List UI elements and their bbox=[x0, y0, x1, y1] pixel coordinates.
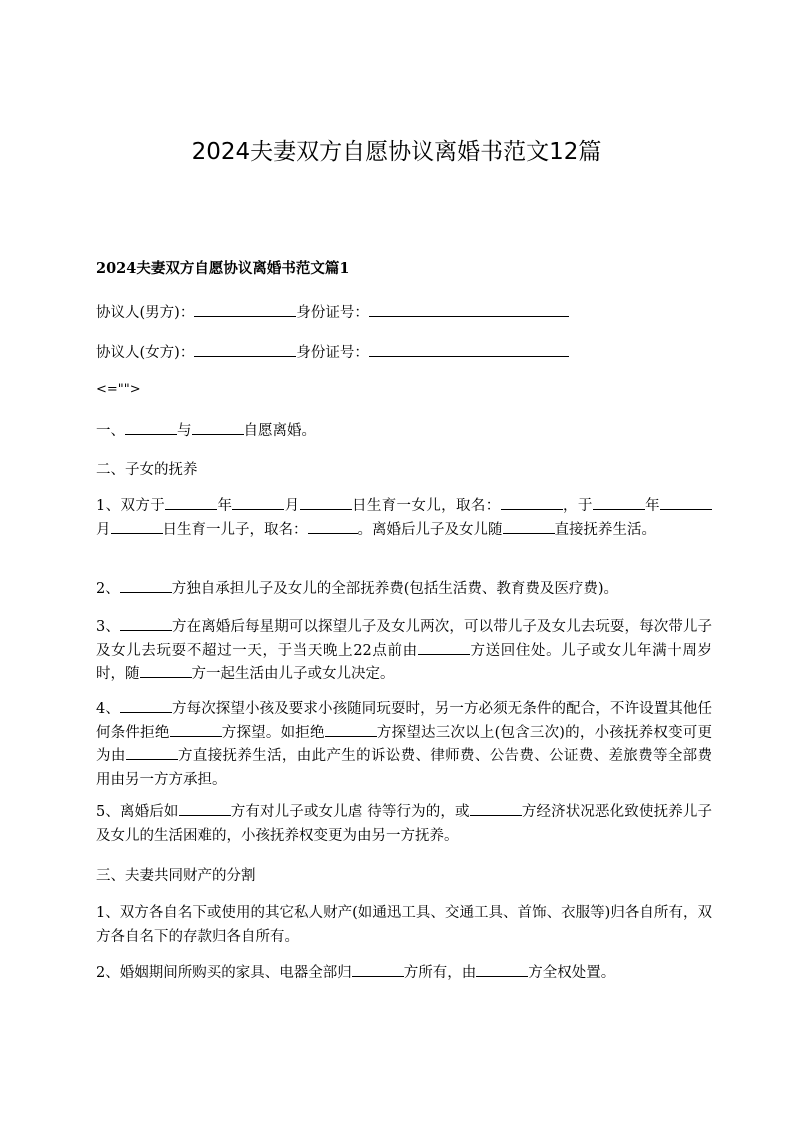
item-1-month2-blank bbox=[660, 495, 712, 510]
item-1-month: 月 bbox=[284, 498, 300, 514]
item-3 bbox=[96, 616, 712, 687]
clause-1 bbox=[96, 420, 706, 443]
property-1: 1、双方各自名下或使用的其它私人财产(如通迅工具、交通工具、首饰、衣服等)归各自所有，双方各自名下的存款归各自所有。 bbox=[96, 905, 712, 945]
item-5 bbox=[96, 801, 712, 848]
item-4-blank-d bbox=[126, 745, 178, 760]
item-4-blank-b bbox=[170, 722, 222, 737]
male-id-blank bbox=[369, 302, 569, 317]
clause-1-prefix: 一、 bbox=[96, 423, 125, 439]
item-2-prefix: 2、 bbox=[96, 581, 120, 597]
item-4-t1: 方每次探望小孩及要求小孩随同玩耍时，另一方必须无条件的配合，不许设置其他任何条件拒绝 bbox=[96, 701, 712, 741]
item-3-blank-a bbox=[120, 616, 172, 631]
item-4-blank-a bbox=[120, 698, 172, 713]
item-4-t4: 方直接抚养生活，由此产生的诉讼费、律师费、公告费、公证费、差旅费等全部费用由另一方方承担。 bbox=[96, 748, 712, 788]
item-1-year2: 年 bbox=[644, 498, 661, 514]
party-female-label: 协议人(女方)： bbox=[96, 345, 195, 361]
property-2-t2: 方全权处置。 bbox=[528, 965, 616, 981]
clause-2-heading: 二、子女的抚养 bbox=[96, 462, 198, 478]
clause-1-blank-a bbox=[125, 420, 177, 435]
party-female-line bbox=[96, 342, 706, 365]
item-5-blank-b bbox=[470, 801, 522, 816]
item-2-text: 方独自承担儿子及女儿的全部抚养费(包括生活费、教育费及医疗费)。 bbox=[171, 581, 619, 597]
item-3-blank-b bbox=[418, 640, 470, 655]
item-4-blank-c bbox=[325, 722, 377, 737]
item-2 bbox=[96, 578, 712, 602]
item-3-t3: 方一起生活由儿子或女儿决定。 bbox=[191, 666, 395, 682]
item-1-end: 直接抚养生活。 bbox=[554, 521, 656, 538]
item-1-after: 。离婚后儿子及女儿随 bbox=[357, 521, 503, 538]
section-heading: 2024夫妻双方自愿协议离婚书范文篇1 bbox=[96, 260, 350, 277]
property-2-blank-a bbox=[352, 962, 404, 977]
item-4-t2: 方探望。如拒绝 bbox=[221, 724, 325, 741]
item-1-year-blank bbox=[165, 495, 217, 510]
document-title: 2024夫妻双方自愿协议离婚书范文12篇 bbox=[191, 139, 602, 165]
item-1-comma-yu: ，于 bbox=[562, 498, 593, 514]
property-2-prefix: 2、婚姻期间所购买的家具、电器全部归 bbox=[96, 965, 352, 981]
item-1-month-blank bbox=[232, 495, 284, 510]
item-3-t2: 方送回住处。儿子或女儿年满十周岁时，随 bbox=[96, 642, 713, 682]
party-male-label: 协议人(男方)： bbox=[96, 305, 195, 321]
item-5-t2: 方经济状况恶化致使抚养儿子及女儿的生活困难的，小孩抚养权变更为由另一方抚养。 bbox=[96, 804, 712, 844]
female-name-blank bbox=[194, 342, 296, 357]
clause-1-blank-b bbox=[192, 420, 244, 435]
item-1-day-son: 日生育一儿子，取名： bbox=[162, 521, 308, 538]
property-2-t1: 方所有，由 bbox=[403, 965, 477, 981]
item-1-year2-blank bbox=[593, 495, 645, 510]
male-id-label: 身份证号： bbox=[296, 305, 369, 321]
property-2-blank-b bbox=[476, 962, 528, 977]
item-5-t1: 方有对儿子或女儿虐 待等行为的，或 bbox=[230, 804, 470, 820]
item-2-blank bbox=[120, 578, 172, 593]
item-5-prefix: 5、离婚后如 bbox=[96, 804, 179, 820]
clause-1-with: 与 bbox=[177, 423, 192, 439]
clause-3-heading: 三、夫妻共同财产的分割 bbox=[96, 868, 256, 884]
item-1-son-name-blank bbox=[308, 519, 358, 534]
item-1-day-daughter: 日生育一女儿，取名： bbox=[351, 498, 501, 514]
item-1-day-blank bbox=[300, 495, 352, 510]
item-1-month2: 月 bbox=[96, 521, 111, 538]
item-3-prefix: 3、 bbox=[96, 619, 120, 635]
item-4-prefix: 4、 bbox=[96, 701, 120, 717]
item-4-t3: 方探望达三次以上(包含三次)的，小孩抚养权变可更为由 bbox=[96, 724, 713, 764]
item-3-t1: 方在离婚后每星期可以探望儿子及女儿两次，可以带儿子及女儿去玩耍，每次带儿子及女儿去玩耍不超过一天，于当天晚上22点前由 bbox=[96, 619, 712, 659]
item-4 bbox=[96, 698, 712, 792]
item-1-year: 年 bbox=[217, 498, 233, 514]
item-1-p1: 1、双方于 bbox=[96, 498, 166, 514]
code-artifact: <=""> bbox=[96, 382, 141, 397]
male-name-blank bbox=[194, 302, 296, 317]
female-id-label: 身份证号： bbox=[296, 345, 369, 361]
clause-1-suffix: 自愿离婚。 bbox=[243, 423, 316, 439]
item-3-blank-c bbox=[140, 663, 192, 678]
item-1-day2-blank bbox=[111, 519, 163, 534]
party-male-line bbox=[96, 302, 706, 325]
item-1-guardian-blank bbox=[503, 519, 555, 534]
property-2 bbox=[96, 962, 712, 986]
item-1 bbox=[96, 495, 712, 542]
item-1-daughter-name-blank bbox=[501, 495, 563, 510]
item-5-blank-a bbox=[179, 801, 231, 816]
female-id-blank bbox=[369, 342, 569, 357]
